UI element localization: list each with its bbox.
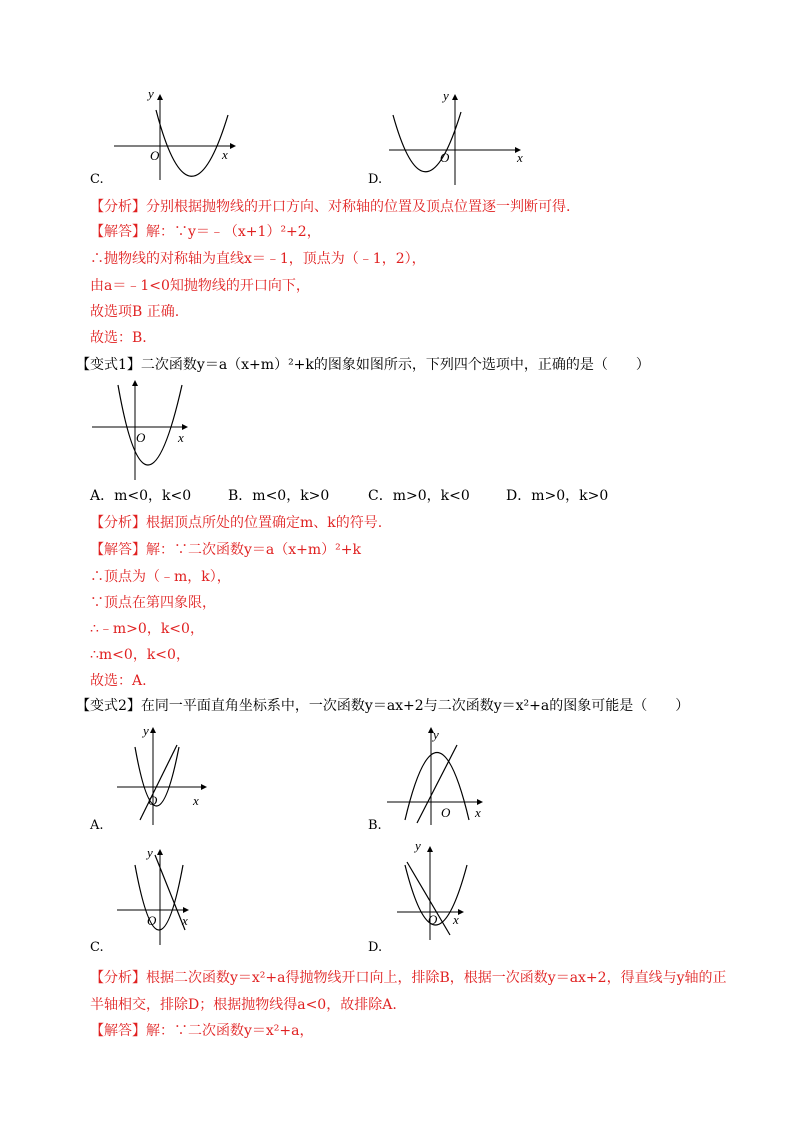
svg-text:O: O xyxy=(441,805,451,820)
svg-text:x: x xyxy=(222,147,228,162)
v1-option-a: A．m<0，k<0 xyxy=(90,488,192,504)
svg-text:y: y xyxy=(433,727,439,742)
svg-text:y: y xyxy=(147,845,153,860)
v2-label-a: A. xyxy=(90,818,104,833)
svg-text:y: y xyxy=(443,88,449,103)
q1-solution-line-3: 由a＝﹣1<0知抛物线的开口向下， xyxy=(90,278,310,294)
v1-option-d: D．m>0，k>0 xyxy=(506,488,609,504)
svg-text:y: y xyxy=(415,838,421,853)
q1-solution-line-2: ∴抛物线的对称轴为直线x＝﹣1，顶点为（﹣1，2）， xyxy=(90,251,426,267)
v2-graph-b xyxy=(385,725,495,825)
svg-text:x: x xyxy=(182,913,188,928)
v2-label-c: C. xyxy=(90,940,104,955)
q1-solution-line-1: 【解答】解：∵y＝﹣（x+1）²+2， xyxy=(90,224,321,240)
q1-solution-line-4: 故选项B 正确. xyxy=(90,304,180,320)
v2-label-d: D. xyxy=(368,940,383,955)
svg-text:O: O xyxy=(136,430,146,445)
svg-text:y: y xyxy=(143,723,149,738)
v1-question: 【变式1】二次函数y＝a（x+m）²+k的图象如图所示，下列四个选项中，正确的是（ ） xyxy=(76,357,650,373)
option-c-label: C. xyxy=(90,172,104,187)
svg-text:x: x xyxy=(193,793,199,808)
v2-graph-c xyxy=(115,845,215,945)
v1-option-c: C．m>0，k<0 xyxy=(368,488,470,504)
svg-text:x: x xyxy=(475,805,481,820)
v2-solution-line-1: 【解答】解：∵二次函数y＝x²+a， xyxy=(90,1023,314,1039)
v1-graph xyxy=(90,380,200,480)
svg-text:x: x xyxy=(517,150,523,165)
v1-solution-line-1: 【解答】解：∵二次函数y＝a（x+m）²+k xyxy=(90,542,361,558)
svg-text:x: x xyxy=(453,912,459,927)
svg-text:O: O xyxy=(148,793,158,808)
q1-solution-line-5: 故选：B. xyxy=(90,330,147,346)
graph-top-c xyxy=(110,86,240,180)
v2-graph-d xyxy=(395,840,495,940)
v2-analysis-line-1: 【分析】根据二次函数y＝x²+a得抛物线开口向上，排除B，根据一次函数y＝ax+2，得直线与y轴的正 xyxy=(90,970,727,986)
svg-text:O: O xyxy=(428,912,438,927)
v1-solution-line-3: ∵顶点在第四象限， xyxy=(90,595,216,611)
v1-solution-line-4: ∴﹣m>0，k<0， xyxy=(90,621,204,637)
v2-question: 【变式2】在同一平面直角坐标系中，一次函数y＝ax+2与二次函数y＝x²+a的图象可能是（ ） xyxy=(76,698,690,714)
v1-analysis: 【分析】根据顶点所处的位置确定m、k的符号. xyxy=(90,515,383,531)
v1-option-b: B．m<0，k>0 xyxy=(228,488,330,504)
graph-top-d xyxy=(385,90,525,185)
svg-text:O: O xyxy=(440,150,450,165)
option-d-label: D. xyxy=(368,172,383,187)
svg-text:O: O xyxy=(147,913,157,928)
v2-label-b: B. xyxy=(368,818,382,833)
v1-solution-line-6: 故选：A. xyxy=(90,673,147,689)
svg-text:x: x xyxy=(178,430,184,445)
v1-solution-line-2: ∴顶点为（﹣m，k）， xyxy=(90,569,231,585)
v1-solution-line-5: ∴m<0，k<0， xyxy=(90,647,190,663)
v2-graph-a xyxy=(115,725,215,825)
q1-analysis: 【分析】分别根据抛物线的开口方向、对称轴的位置及顶点位置逐一判断可得. xyxy=(90,199,571,215)
svg-text:y: y xyxy=(148,86,154,101)
svg-text:O: O xyxy=(150,148,160,163)
v2-analysis-line-2: 半轴相交，排除D；根据抛物线得a<0，故排除A. xyxy=(90,997,397,1013)
